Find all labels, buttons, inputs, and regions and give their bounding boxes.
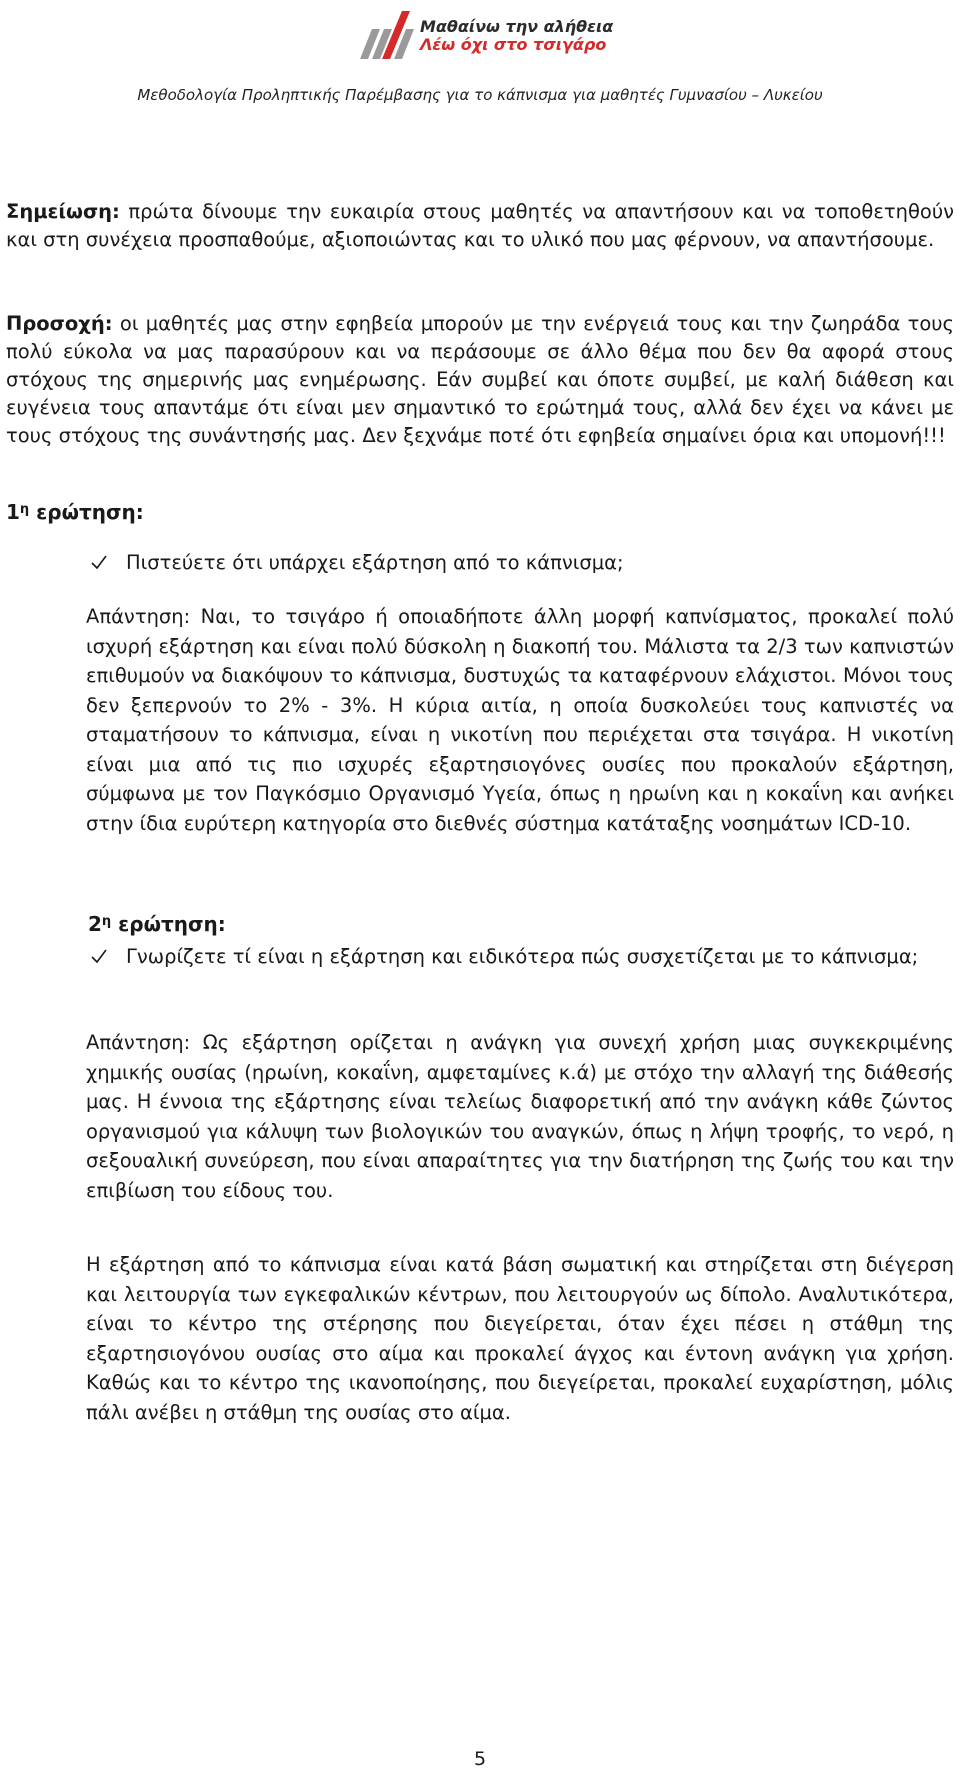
caution-paragraph [6, 310, 954, 450]
answer-2-paragraph: Απάντηση: Ως εξάρτηση ορίζεται η ανάγκη για συνεχή χρήση μιας συγκεκριμένης χημικής ουσίας (ηρωίνη, κοκαΐνη, αμφεταμίνες κ.ά) με στόχο την αλλαγή της διάθεσής μας. Η έννοια της εξάρτησης είναι τελείως διαφορετική από την ανάγκη κάθε ζώντος οργανισμού για κάλυψη των βιολογικών του αναγκών, όπως η λήψη τροφής, το νερό, η σεξουαλική συνεύρεση, που είναι απαραίτητες για την διατήρηση της ζωής του και την επιβίωση του είδους του. [86, 1031, 954, 1202]
question-1-number: 1 [6, 500, 20, 524]
logo-slashes-icon [356, 7, 414, 65]
checkmark-icon [88, 548, 110, 576]
question-1-text: Πιστεύετε ότι υπάρχει εξάρτηση από το κάπνισμα; [126, 551, 624, 574]
logo-line-1: Μαθαίνω την αλήθεια [420, 17, 614, 37]
question-2-number: 2 [88, 912, 102, 936]
answer-1-paragraph: Απάντηση: Ναι, το τσιγάρο ή οποιαδήποτε άλλη μορφή καπνίσματος, προκαλεί πολύ ισχυρή εξάρτηση και είναι πολύ δύσκολη η διακοπή του. Μάλιστα τα 2/3 των καπνιστών επιθυμούν να διακόψουν το κάπνισμα, δυστυχώς τα καταφέρνουν ελάχιστοι. Μόνοι τους δεν ξεπερνούν το 2% - 3%. Η κύρια αιτία, η οποία δυσκολεύει τους καπνιστές να σταματήσουν το κάπνισμα, είναι η νικοτίνη που περιέχεται στα τσιγάρα. Η νικοτίνη είναι μια από τις πιο ισχυρές εξαρτησιογόνες ουσίες που προκαλούν εξάρτηση, σύμφωνα με τον Παγκόσμιο Οργανισμό Υγεία, όπως η ηρωίνη και η κοκαΐνη και ανήκει στην ίδια ευρύτερη κατηγορία στο διεθνές σύστημα κατάταξης νοσημάτων ICD-10. [86, 605, 954, 835]
caution-label: Προσοχή: [6, 312, 113, 335]
note-label: Σημείωση: [6, 200, 120, 223]
question-2-label: ερώτηση: [111, 912, 226, 936]
header-logo [356, 6, 616, 66]
logo-line-2: Λέω όχι στο τσιγάρο [420, 35, 607, 54]
answer-2-continuation-paragraph: Η εξάρτηση από το κάπνισμα είναι κατά βάση σωματική και στηρίζεται στη διέγερση και λειτουργία των εγκεφαλικών κέντρων, που λειτουργούν ως δίπολο. Αναλυτικότερα, είναι το κέντρο της στέρησης που διεγείρεται, όταν έχει πέσει η στάθμη της εξαρτησιογόνου ουσίας στο αίμα και προκαλεί άγχος και έντονη ανάγκη για χρήση. Καθώς και το κέντρο της ικανοποίησης, που διεγείρεται, προκαλεί ευχαρίστηση, μόλις πάλι ανέβει η στάθμη της ουσίας στο αίμα. [86, 1253, 954, 1424]
question-2-text: Γνωρίζετε τί είναι η εξάρτηση και ειδικότερα πώς συσχετίζεται με το κάπνισμα; [126, 945, 919, 968]
question-1-label: ερώτηση: [29, 500, 144, 524]
caution-text: οι μαθητές μας στην εφηβεία μπορούν με την ενέργειά τους και την ζωηράδα τους πολύ εύκολα να μας παρασύρουν και να περάσουμε σε άλλο θέμα που δεν θα αφορά στους στόχους της σημερινής μας ενημέρωσης. Εάν συμβεί και όποτε συμβεί, με καλή διάθεση και ευγένεια τους απαντάμε ότι είναι μεν σημαντικό το ερώτημά τους, αλλά δεν έχει να κάνει με τους στόχους της συνάντησής μας. Δεν ξεχνάμε ποτέ ότι εφηβεία σημαίνει όρια και υπομονή!!! [6, 312, 954, 447]
note-paragraph [6, 198, 954, 254]
page-number: 5 [473, 1748, 487, 1770]
question-1-heading [6, 498, 144, 526]
question-2-bullet [126, 942, 954, 972]
question-2-heading [88, 910, 226, 938]
question-1-ordinal: η [19, 502, 30, 517]
logo-text [420, 18, 613, 53]
question-2-ordinal: η [101, 914, 112, 929]
question-1-bullet [126, 548, 954, 578]
checkmark-icon [88, 942, 110, 970]
note-text: πρώτα δίνουμε την ευκαιρία στους μαθητές να απαντήσουν και να τοποθετηθούν και στη συνέχεια προσπαθούμε, αξιοποιώντας και το υλικό που μας φέρνουν, να απαντήσουμε. [6, 200, 954, 251]
header-subtitle: Μεθοδολογία Προληπτικής Παρέμβασης για το κάπνισμα για μαθητές Γυμνασίου – Λυκείου [137, 86, 823, 104]
